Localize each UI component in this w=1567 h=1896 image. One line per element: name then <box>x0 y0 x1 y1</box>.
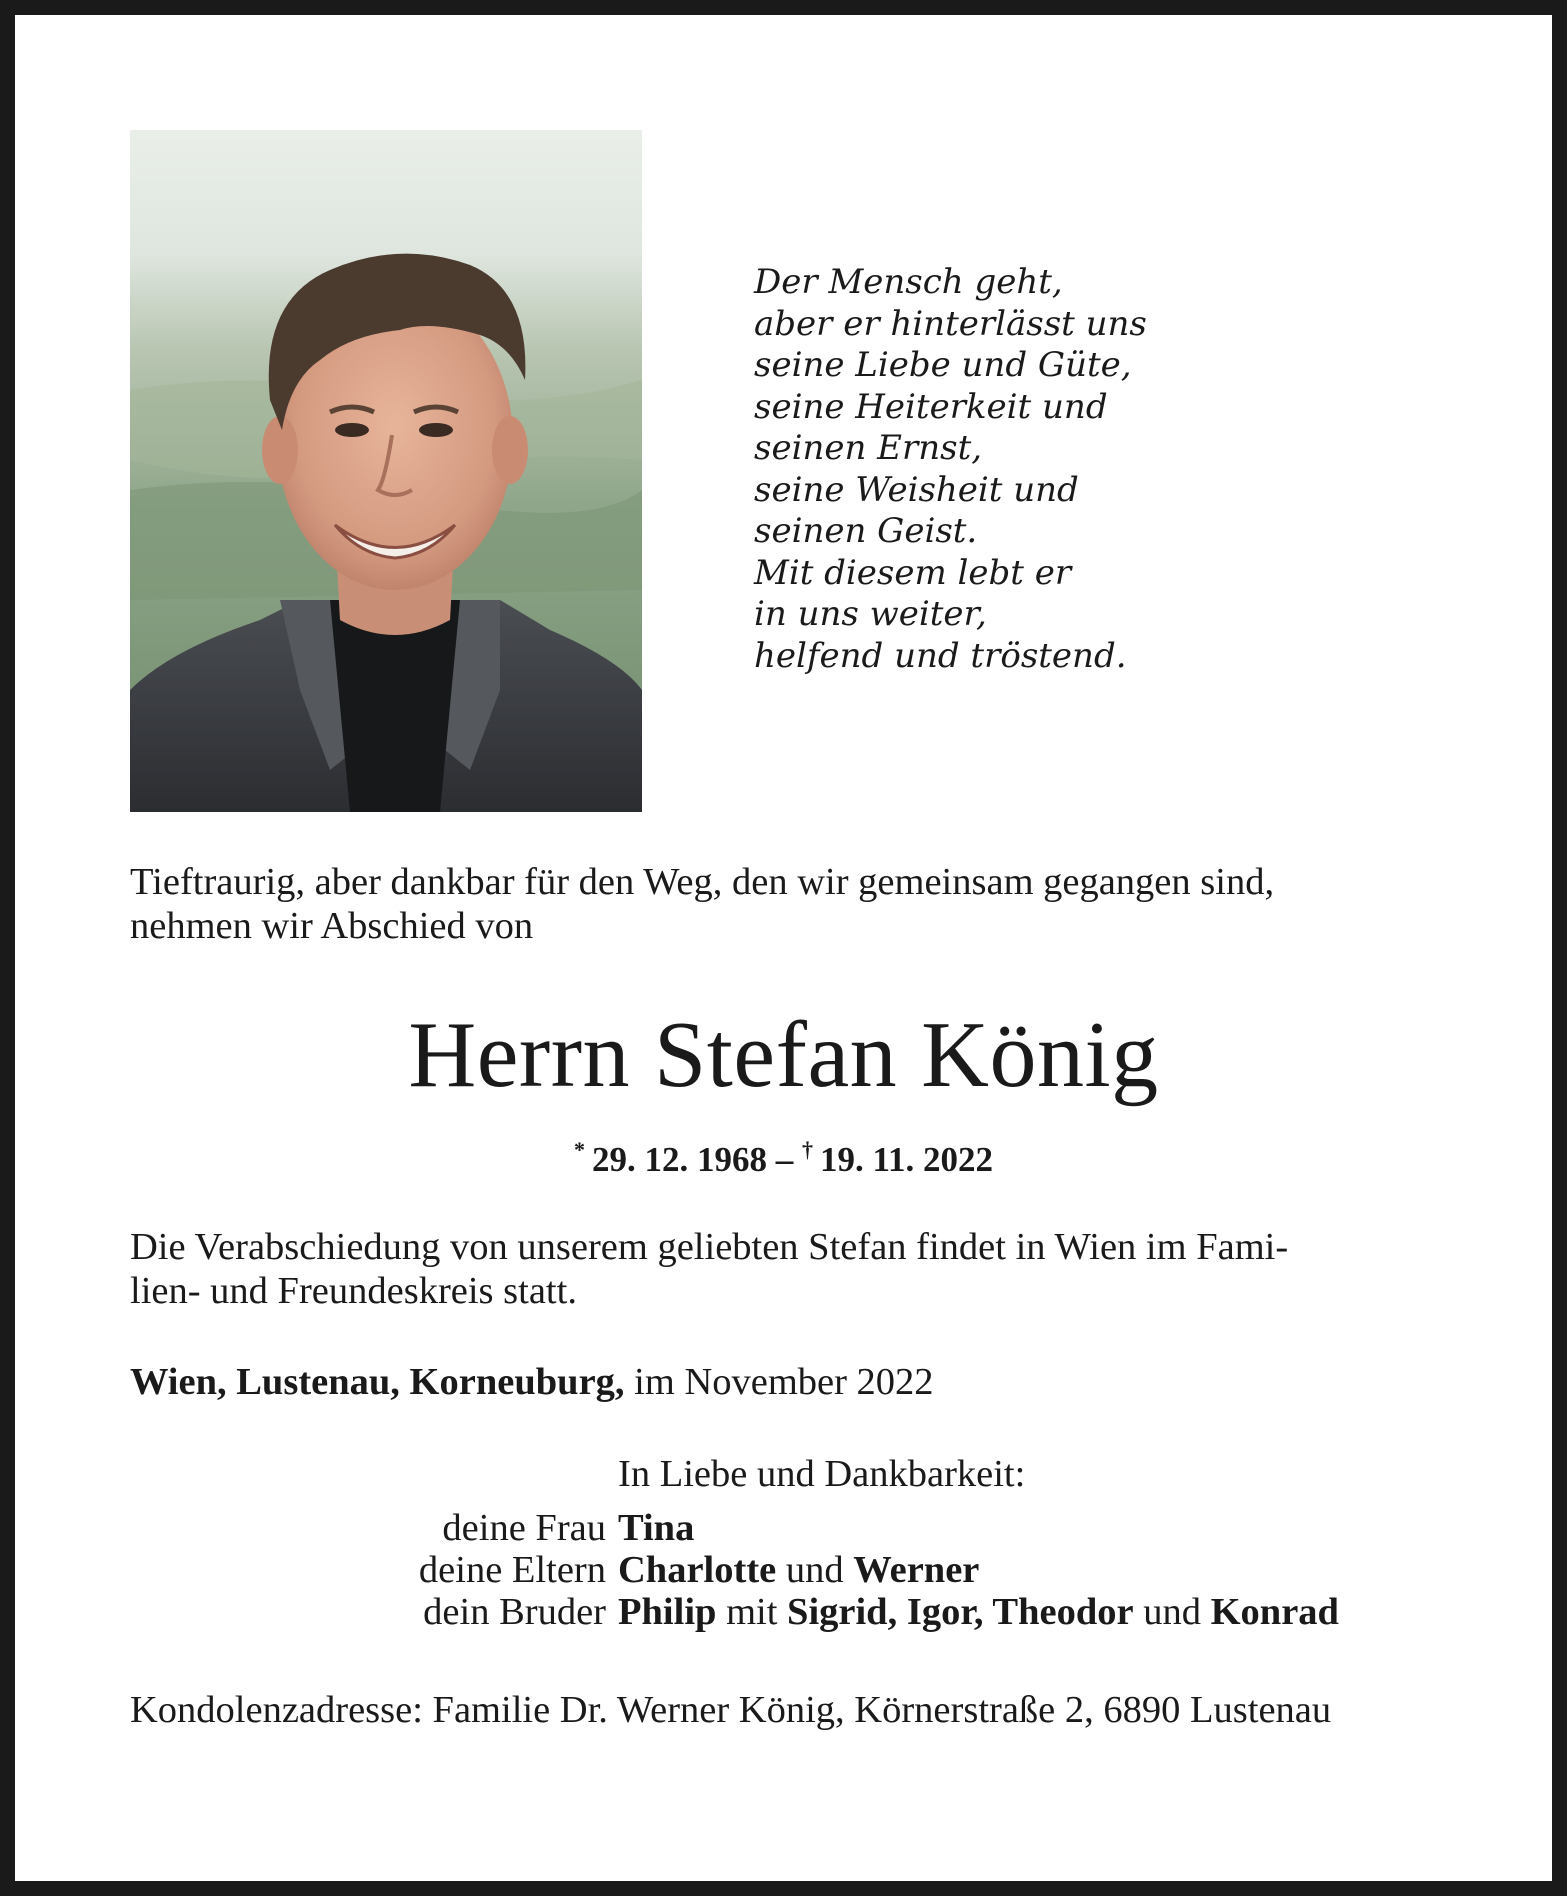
family-name: Konrad <box>1210 1591 1339 1633</box>
birth-date: 29. 12. 1968 <box>591 1140 767 1179</box>
family-names <box>618 1549 979 1591</box>
ceremony-line: lien- und Freundeskreis statt. <box>130 1270 577 1312</box>
poem-line: Der Mensch geht, <box>754 262 1063 302</box>
date-separator: – <box>766 1140 802 1179</box>
poem-line: Mit diesem lebt er <box>754 552 1072 593</box>
condolence-address: Kondolenzadresse: Familie Dr. Werner König, Körnerstraße 2, 6890 Lustenau <box>130 1689 1332 1731</box>
family-name: Charlotte <box>618 1549 777 1591</box>
death-symbol: † <box>801 1137 813 1162</box>
poem-line: seine Heiterkeit und <box>754 386 1108 427</box>
life-dates <box>0 1128 1567 1182</box>
ceremony-text <box>130 1225 1440 1313</box>
intro-text <box>130 860 1440 948</box>
poem-line: helfend und tröstend. <box>754 635 1127 676</box>
poem-line: seinen Geist. <box>754 511 978 551</box>
deceased-name: Herrn Stefan König <box>408 1003 1159 1107</box>
family-name: Tina <box>618 1507 695 1549</box>
poem-line: seine Liebe und Güte, <box>754 345 1132 385</box>
joiner: mit <box>716 1591 788 1633</box>
place-cities: Wien, Lustenau, Korneuburg, <box>130 1361 625 1403</box>
family-name: Philip <box>618 1591 717 1633</box>
family-name: Werner <box>853 1549 980 1591</box>
family-name: Sigrid, Igor, Theodor <box>787 1591 1134 1633</box>
ceremony-line: Die Verabschiedung von unserem geliebten Stefan findet in Wien im Fami- <box>130 1226 1289 1268</box>
poem-line: seinen Ernst, <box>754 428 983 468</box>
intro-line: nehmen wir Abschied von <box>130 905 534 947</box>
place-date <box>130 1360 934 1404</box>
poem-line: aber er hinterlässt uns <box>754 303 1147 344</box>
memorial-poem <box>754 262 1147 677</box>
death-date: 19. 11. 2022 <box>819 1140 994 1179</box>
family-names <box>618 1507 694 1549</box>
relation-label: deine Eltern <box>418 1549 606 1591</box>
birth-symbol: * <box>573 1137 585 1162</box>
signoff-text: In Liebe und Dankbarkeit: <box>618 1453 1026 1495</box>
poem-line: seine Weisheit und <box>754 469 1079 510</box>
place-date-text: im November 2022 <box>624 1361 934 1403</box>
poem-line: in uns weiter, <box>754 594 987 634</box>
family-names <box>618 1591 1339 1633</box>
joiner: und <box>1133 1591 1211 1633</box>
relation-label: deine Frau <box>442 1507 606 1549</box>
joiner: und <box>776 1549 854 1591</box>
intro-line: Tieftraurig, aber dankbar für den Weg, den wir gemeinsam gegangen sind, <box>130 861 1275 903</box>
relation-label: dein Bruder <box>423 1591 606 1633</box>
portrait-photo <box>130 130 642 812</box>
